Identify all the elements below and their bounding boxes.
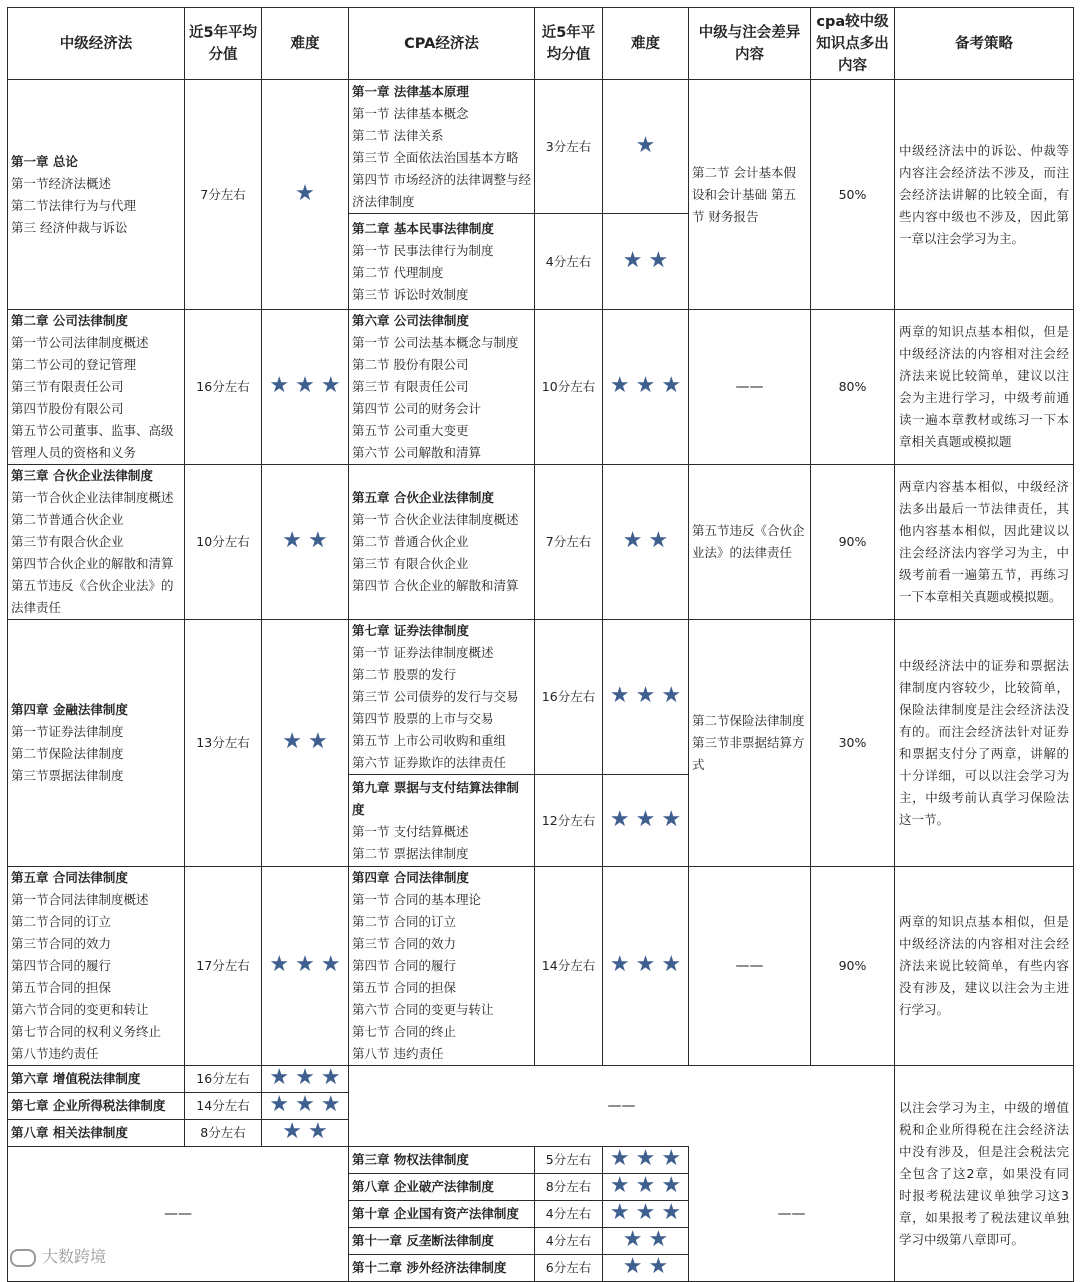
section-item: 第五节违反《合伙企业法》的法律责任 — [11, 578, 174, 615]
cpa-difficulty-stars — [603, 867, 689, 1066]
section-item: 第六节 公司解散和清算 — [352, 445, 481, 460]
section-item: 第一节 证券法律制度概述 — [352, 645, 494, 660]
section-item: 第三节 有限责任公司 — [352, 379, 469, 394]
cpa-difficulty-stars — [603, 465, 689, 620]
chapter-title: 第五章 合同法律制度 — [11, 870, 128, 885]
more-pct: 90% — [811, 867, 895, 1066]
col-header-cpa-difficulty: 难度 — [603, 8, 689, 80]
star-icon: ★ — [320, 952, 341, 977]
star-icon: ★ — [635, 1146, 656, 1171]
star-icon: ★ — [609, 952, 630, 977]
diff-content: 第五节违反《合伙企业法》的法律责任 — [689, 465, 811, 620]
section-item: 第三节 全面依法治国基本方略 — [352, 149, 519, 165]
strategy-text: 两章内容基本相似，中级经济法多出最后一节法律责任，其他内容基本相似，因此建议以注会经济法内容学习为主，中级考前看一遍第五节，再练习一下本章相关真题或模拟题。 — [895, 465, 1074, 620]
star-icon: ★ — [635, 952, 656, 977]
cpa-score: 4分左右 — [535, 1228, 603, 1255]
diff-content: —— — [689, 310, 811, 465]
chapter-title: 第五章 合伙企业法律制度 — [352, 490, 494, 505]
cpa-chapter-cell — [349, 1228, 535, 1255]
col-header-zj-law: 中级经济法 — [8, 8, 185, 80]
section-item: 第三节 合同的效力 — [352, 936, 456, 951]
section-item: 第六节合同的变更和转让 — [11, 1002, 149, 1017]
zj-score: 10分左右 — [185, 465, 262, 620]
cpa-chapter-cell — [349, 1147, 535, 1174]
chapter-title: 第十一章 反垄断法律制度 — [352, 1233, 494, 1248]
section-item: 第三节票据法律制度 — [11, 768, 124, 783]
zj-chapter-cell — [8, 1093, 185, 1120]
star-icon: ★ — [622, 1254, 643, 1279]
section-item: 第一节 合伙企业法律制度概述 — [352, 512, 519, 527]
col-header-more-pct: cpa较中级知识点多出内容 — [811, 8, 895, 80]
star-icon: ★ — [635, 683, 656, 708]
cpa-score: 6分左右 — [535, 1255, 603, 1282]
chapter-title: 第二章 基本民事法律制度 — [352, 220, 494, 236]
section-item: 第八节违约责任 — [11, 1046, 99, 1061]
section-item: 第五节 合同的担保 — [352, 980, 456, 995]
section-item: 第二节 普通合伙企业 — [352, 534, 469, 549]
strategy-text: 两章的知识点基本相似，但是中级经济法的内容相对注会经济法来说比较简单，有些内容没有涉及，建议以注会为主进行学习。 — [895, 867, 1074, 1066]
chapter-title: 第二章 公司法律制度 — [11, 313, 128, 328]
zj-chapter-cell — [8, 620, 185, 867]
star-icon: ★ — [308, 729, 328, 754]
chapter-title: 第六章 公司法律制度 — [352, 313, 469, 328]
cpa-chapter-cell — [349, 1201, 535, 1228]
section-item: 第四节 合伙企业的解散和清算 — [352, 578, 519, 593]
star-icon: ★ — [661, 806, 682, 832]
cpa-chapter-cell — [349, 775, 535, 867]
star-icon: ★ — [648, 1227, 669, 1252]
star-icon: ★ — [661, 373, 682, 398]
chapter-title: 第七章 企业所得税法律制度 — [11, 1098, 166, 1113]
section-item: 第二节公司的登记管理 — [11, 357, 137, 372]
section-item: 第六节 证券欺诈的法律责任 — [352, 755, 506, 770]
section-item: 第三节合同的效力 — [11, 936, 112, 951]
section-item: 第二节 股票的发行 — [352, 667, 456, 682]
star-icon: ★ — [609, 683, 630, 708]
section-item: 第五节公司董事、监事、高级管理人员的资格和义务 — [11, 423, 174, 460]
cpa-chapter-cell — [349, 465, 535, 620]
more-pct: 80% — [811, 310, 895, 465]
star-icon: ★ — [609, 1146, 630, 1171]
section-item: 第四节合同的履行 — [11, 958, 112, 973]
section-item: 第一节经济法概述 — [11, 175, 112, 191]
star-icon: ★ — [622, 528, 643, 553]
section-item: 第三节有限合伙企业 — [11, 534, 124, 549]
zj-none-cell: —— — [8, 1147, 349, 1282]
star-icon: ★ — [295, 1065, 315, 1090]
section-item: 第一节 民事法律行为制度 — [352, 242, 494, 258]
section-item: 第一节公司法律制度概述 — [11, 335, 149, 350]
section-item: 第四节 股票的上市与交易 — [352, 711, 494, 726]
more-pct: 50% — [811, 80, 895, 310]
table-row — [8, 310, 1074, 465]
comparison-table — [7, 7, 1074, 1282]
section-item: 第二节 代理制度 — [352, 264, 444, 280]
section-item: 第五节 公司重大变更 — [352, 423, 469, 438]
section-item: 第八节 违约责任 — [352, 1046, 444, 1061]
star-icon: ★ — [320, 373, 341, 398]
chapter-title: 第八章 相关法律制度 — [11, 1125, 128, 1140]
section-item: 第一节证券法律制度 — [11, 724, 124, 739]
diff-content: 第二节 会计基本假设和会计基础 第五节 财务报告 — [689, 80, 811, 310]
table-row — [8, 867, 1074, 1066]
cpa-score: 12分左右 — [535, 775, 603, 867]
table-row — [8, 465, 1074, 620]
zj-difficulty-stars — [262, 310, 349, 465]
chapter-title: 第一章 总论 — [11, 153, 78, 169]
zj-difficulty-stars — [262, 867, 349, 1066]
cpa-score: 3分左右 — [535, 80, 603, 214]
chapter-title: 第八章 企业破产法律制度 — [352, 1179, 494, 1194]
cpa-difficulty-stars — [603, 80, 689, 214]
star-icon: ★ — [609, 1173, 630, 1198]
zj-difficulty-stars — [262, 620, 349, 867]
cpa-difficulty-stars — [603, 1228, 689, 1255]
zj-chapter-cell — [8, 310, 185, 465]
section-item: 第一节 公司法基本概念与制度 — [352, 335, 519, 350]
cpa-score: 14分左右 — [535, 867, 603, 1066]
cpa-difficulty-stars — [603, 214, 689, 310]
star-icon: ★ — [308, 1119, 328, 1144]
strategy-text: 以注会学习为主，中级的增值税和企业所得税在注会经济法中没有涉及，但是注会税法完全包含了这2章，如果没有同时报考税法建议单独学习这3章，如果报考了税法建议单独学习中级第八章即可。 — [895, 1066, 1074, 1282]
section-item: 第四节 公司的财务会计 — [352, 401, 481, 416]
table-row — [8, 1066, 1074, 1093]
zj-difficulty-stars — [262, 465, 349, 620]
cpa-chapter-cell — [349, 214, 535, 310]
star-icon: ★ — [269, 373, 290, 398]
section-item: 第六节 合同的变更与转让 — [352, 1002, 494, 1017]
chapter-title: 第十二章 涉外经济法律制度 — [352, 1260, 507, 1275]
strategy-text: 中级经济法中的诉讼、仲裁等内容注会经济法不涉及，而注会经济法讲解的比较全面，有些内容中级也不涉及，因此第一章以注会学习为主。 — [895, 80, 1074, 310]
chapter-title: 第十章 企业国有资产法律制度 — [352, 1206, 519, 1221]
star-icon: ★ — [648, 247, 669, 273]
star-icon: ★ — [648, 528, 669, 553]
star-icon: ★ — [622, 1227, 643, 1252]
section-item: 第二节 股份有限公司 — [352, 357, 469, 372]
star-icon: ★ — [282, 1119, 302, 1144]
star-icon: ★ — [269, 1092, 290, 1117]
chapter-title: 第三章 物权法律制度 — [352, 1152, 469, 1167]
star-icon: ★ — [635, 1173, 656, 1198]
cpa-score: 4分左右 — [535, 214, 603, 310]
star-icon: ★ — [635, 132, 656, 158]
cpa-chapter-cell — [349, 867, 535, 1066]
col-header-zj-difficulty: 难度 — [262, 8, 349, 80]
section-item: 第二节普通合伙企业 — [11, 512, 124, 527]
chapter-title: 第三章 合伙企业法律制度 — [11, 468, 153, 483]
section-item: 第一节 法律基本概念 — [352, 105, 469, 121]
star-icon: ★ — [648, 1254, 669, 1279]
cpa-chapter-cell — [349, 80, 535, 214]
star-icon: ★ — [320, 1092, 341, 1117]
zj-score: 16分左右 — [185, 1066, 262, 1093]
section-item: 第七节 合同的终止 — [352, 1024, 456, 1039]
chapter-title: 第四章 金融法律制度 — [11, 702, 128, 717]
chapter-title: 第九章 票据与支付结算法律制度 — [352, 779, 519, 817]
star-icon: ★ — [282, 528, 302, 553]
cpa-score: 10分左右 — [535, 310, 603, 465]
star-icon: ★ — [635, 806, 656, 832]
cpa-score: 7分左右 — [535, 465, 603, 620]
more-pct: 90% — [811, 465, 895, 620]
chapter-title: 第七章 证券法律制度 — [352, 623, 469, 638]
star-icon: ★ — [609, 373, 630, 398]
chapter-title: 第四章 合同法律制度 — [352, 870, 469, 885]
section-item: 第三 经济仲裁与诉讼 — [11, 219, 128, 235]
section-item: 第五节合同的担保 — [11, 980, 112, 995]
cpa-difficulty-stars — [603, 775, 689, 867]
section-item: 第一节合同法律制度概述 — [11, 892, 149, 907]
section-item: 第二节法律行为与代理 — [11, 197, 137, 213]
cpa-score: 8分左右 — [535, 1174, 603, 1201]
zj-difficulty-stars — [262, 1066, 349, 1093]
zj-difficulty-stars — [262, 1093, 349, 1120]
col-header-strategy: 备考策略 — [895, 8, 1074, 80]
section-item: 第二节 票据法律制度 — [352, 845, 469, 861]
brand-logo-icon — [10, 1249, 36, 1267]
zj-score: 14分左右 — [185, 1093, 262, 1120]
footer-watermark — [10, 1244, 106, 1267]
cpa-chapter-cell — [349, 1174, 535, 1201]
footer-brand: 大数跨境 — [42, 1247, 107, 1266]
section-item: 第一节合伙企业法律制度概述 — [11, 490, 174, 505]
cpa-score: 16分左右 — [535, 620, 603, 775]
section-item: 第四节股份有限公司 — [11, 401, 124, 416]
star-icon: ★ — [295, 180, 315, 206]
zj-chapter-cell — [8, 1120, 185, 1147]
star-icon: ★ — [308, 528, 328, 553]
section-item: 第三节 公司债券的发行与交易 — [352, 689, 519, 704]
col-header-diff-content: 中级与注会差异内容 — [689, 8, 811, 80]
section-item: 第七节合同的权利义务终止 — [11, 1024, 162, 1039]
star-icon: ★ — [295, 1092, 315, 1117]
star-icon: ★ — [622, 247, 643, 273]
strategy-text: 中级经济法中的证券和票据法律制度内容较少，比较简单，保险法律制度是注会经济法没有的。而注会经济法针对证券和票据支付分了两章，讲解的十分详细，可以以注会学习为主，中级考前认真学习保险法这一节。 — [895, 620, 1074, 867]
cpa-chapter-cell — [349, 620, 535, 775]
star-icon: ★ — [609, 806, 630, 832]
col-header-zj-avg: 近5年平均分值 — [185, 8, 262, 80]
star-icon: ★ — [295, 952, 315, 977]
zj-chapter-cell — [8, 80, 185, 310]
section-item: 第三节 诉讼时效制度 — [352, 286, 469, 302]
cpa-difficulty-stars — [603, 1201, 689, 1228]
table-row — [8, 80, 1074, 214]
cpa-none-cell: —— — [349, 1066, 895, 1147]
section-item: 第五节 上市公司收购和重组 — [352, 733, 506, 748]
section-item: 第二节保险法律制度 — [11, 746, 124, 761]
cpa-difficulty-stars — [603, 1147, 689, 1174]
section-item: 第四节合伙企业的解散和清算 — [11, 556, 174, 571]
header-row — [8, 8, 1074, 80]
zj-chapter-cell — [8, 465, 185, 620]
diff-content: 第二节保险法律制度 第三节非票据结算方式 — [689, 620, 811, 867]
zj-score: 16分左右 — [185, 310, 262, 465]
section-item: 第四节 合同的履行 — [352, 958, 456, 973]
star-icon: ★ — [282, 729, 302, 754]
cpa-score: 5分左右 — [535, 1147, 603, 1174]
cpa-chapter-cell — [349, 1255, 535, 1282]
star-icon: ★ — [661, 1146, 682, 1171]
col-header-cpa-avg: 近5年平均分值 — [535, 8, 603, 80]
section-item: 第三节 有限合伙企业 — [352, 556, 469, 571]
zj-score: 13分左右 — [185, 620, 262, 867]
section-item: 第一节 合同的基本理论 — [352, 892, 481, 907]
more-pct: 30% — [811, 620, 895, 867]
star-icon: ★ — [635, 1200, 656, 1225]
zj-chapter-cell — [8, 867, 185, 1066]
section-item: 第二节 法律关系 — [352, 127, 444, 143]
cpa-score: 4分左右 — [535, 1201, 603, 1228]
zj-chapter-cell — [8, 1066, 185, 1093]
diff-none-cell: —— — [689, 1147, 895, 1282]
chapter-title: 第一章 法律基本原理 — [352, 83, 469, 99]
cpa-difficulty-stars — [603, 620, 689, 775]
zj-score: 7分左右 — [185, 80, 262, 310]
chapter-title: 第六章 增值税法律制度 — [11, 1071, 141, 1086]
section-item: 第一节 支付结算概述 — [352, 823, 469, 839]
section-item: 第二节合同的订立 — [11, 914, 112, 929]
star-icon: ★ — [320, 1065, 341, 1090]
cpa-difficulty-stars — [603, 1255, 689, 1282]
star-icon: ★ — [609, 1200, 630, 1225]
cpa-chapter-cell — [349, 310, 535, 465]
star-icon: ★ — [269, 952, 290, 977]
diff-content: —— — [689, 867, 811, 1066]
section-item: 第四节 市场经济的法律调整与经济法律制度 — [352, 171, 531, 209]
zj-difficulty-stars — [262, 1120, 349, 1147]
star-icon: ★ — [295, 373, 315, 398]
star-icon: ★ — [661, 952, 682, 977]
cpa-difficulty-stars — [603, 1174, 689, 1201]
table-row — [8, 620, 1074, 775]
strategy-text: 两章的知识点基本相似，但是中级经济法的内容相对注会经济法来说比较简单，建议以注会为主进行学习，中级考前通读一遍本章教材或练习一下本章相关真题或模拟题 — [895, 310, 1074, 465]
cpa-difficulty-stars — [603, 310, 689, 465]
zj-difficulty-stars — [262, 80, 349, 310]
zj-score: 8分左右 — [185, 1120, 262, 1147]
col-header-cpa-law: CPA经济法 — [349, 8, 535, 80]
section-item: 第三节有限责任公司 — [11, 379, 124, 394]
star-icon: ★ — [661, 683, 682, 708]
section-item: 第二节 合同的订立 — [352, 914, 456, 929]
star-icon: ★ — [635, 373, 656, 398]
zj-score: 17分左右 — [185, 867, 262, 1066]
star-icon: ★ — [269, 1065, 290, 1090]
star-icon: ★ — [661, 1173, 682, 1198]
star-icon: ★ — [661, 1200, 682, 1225]
